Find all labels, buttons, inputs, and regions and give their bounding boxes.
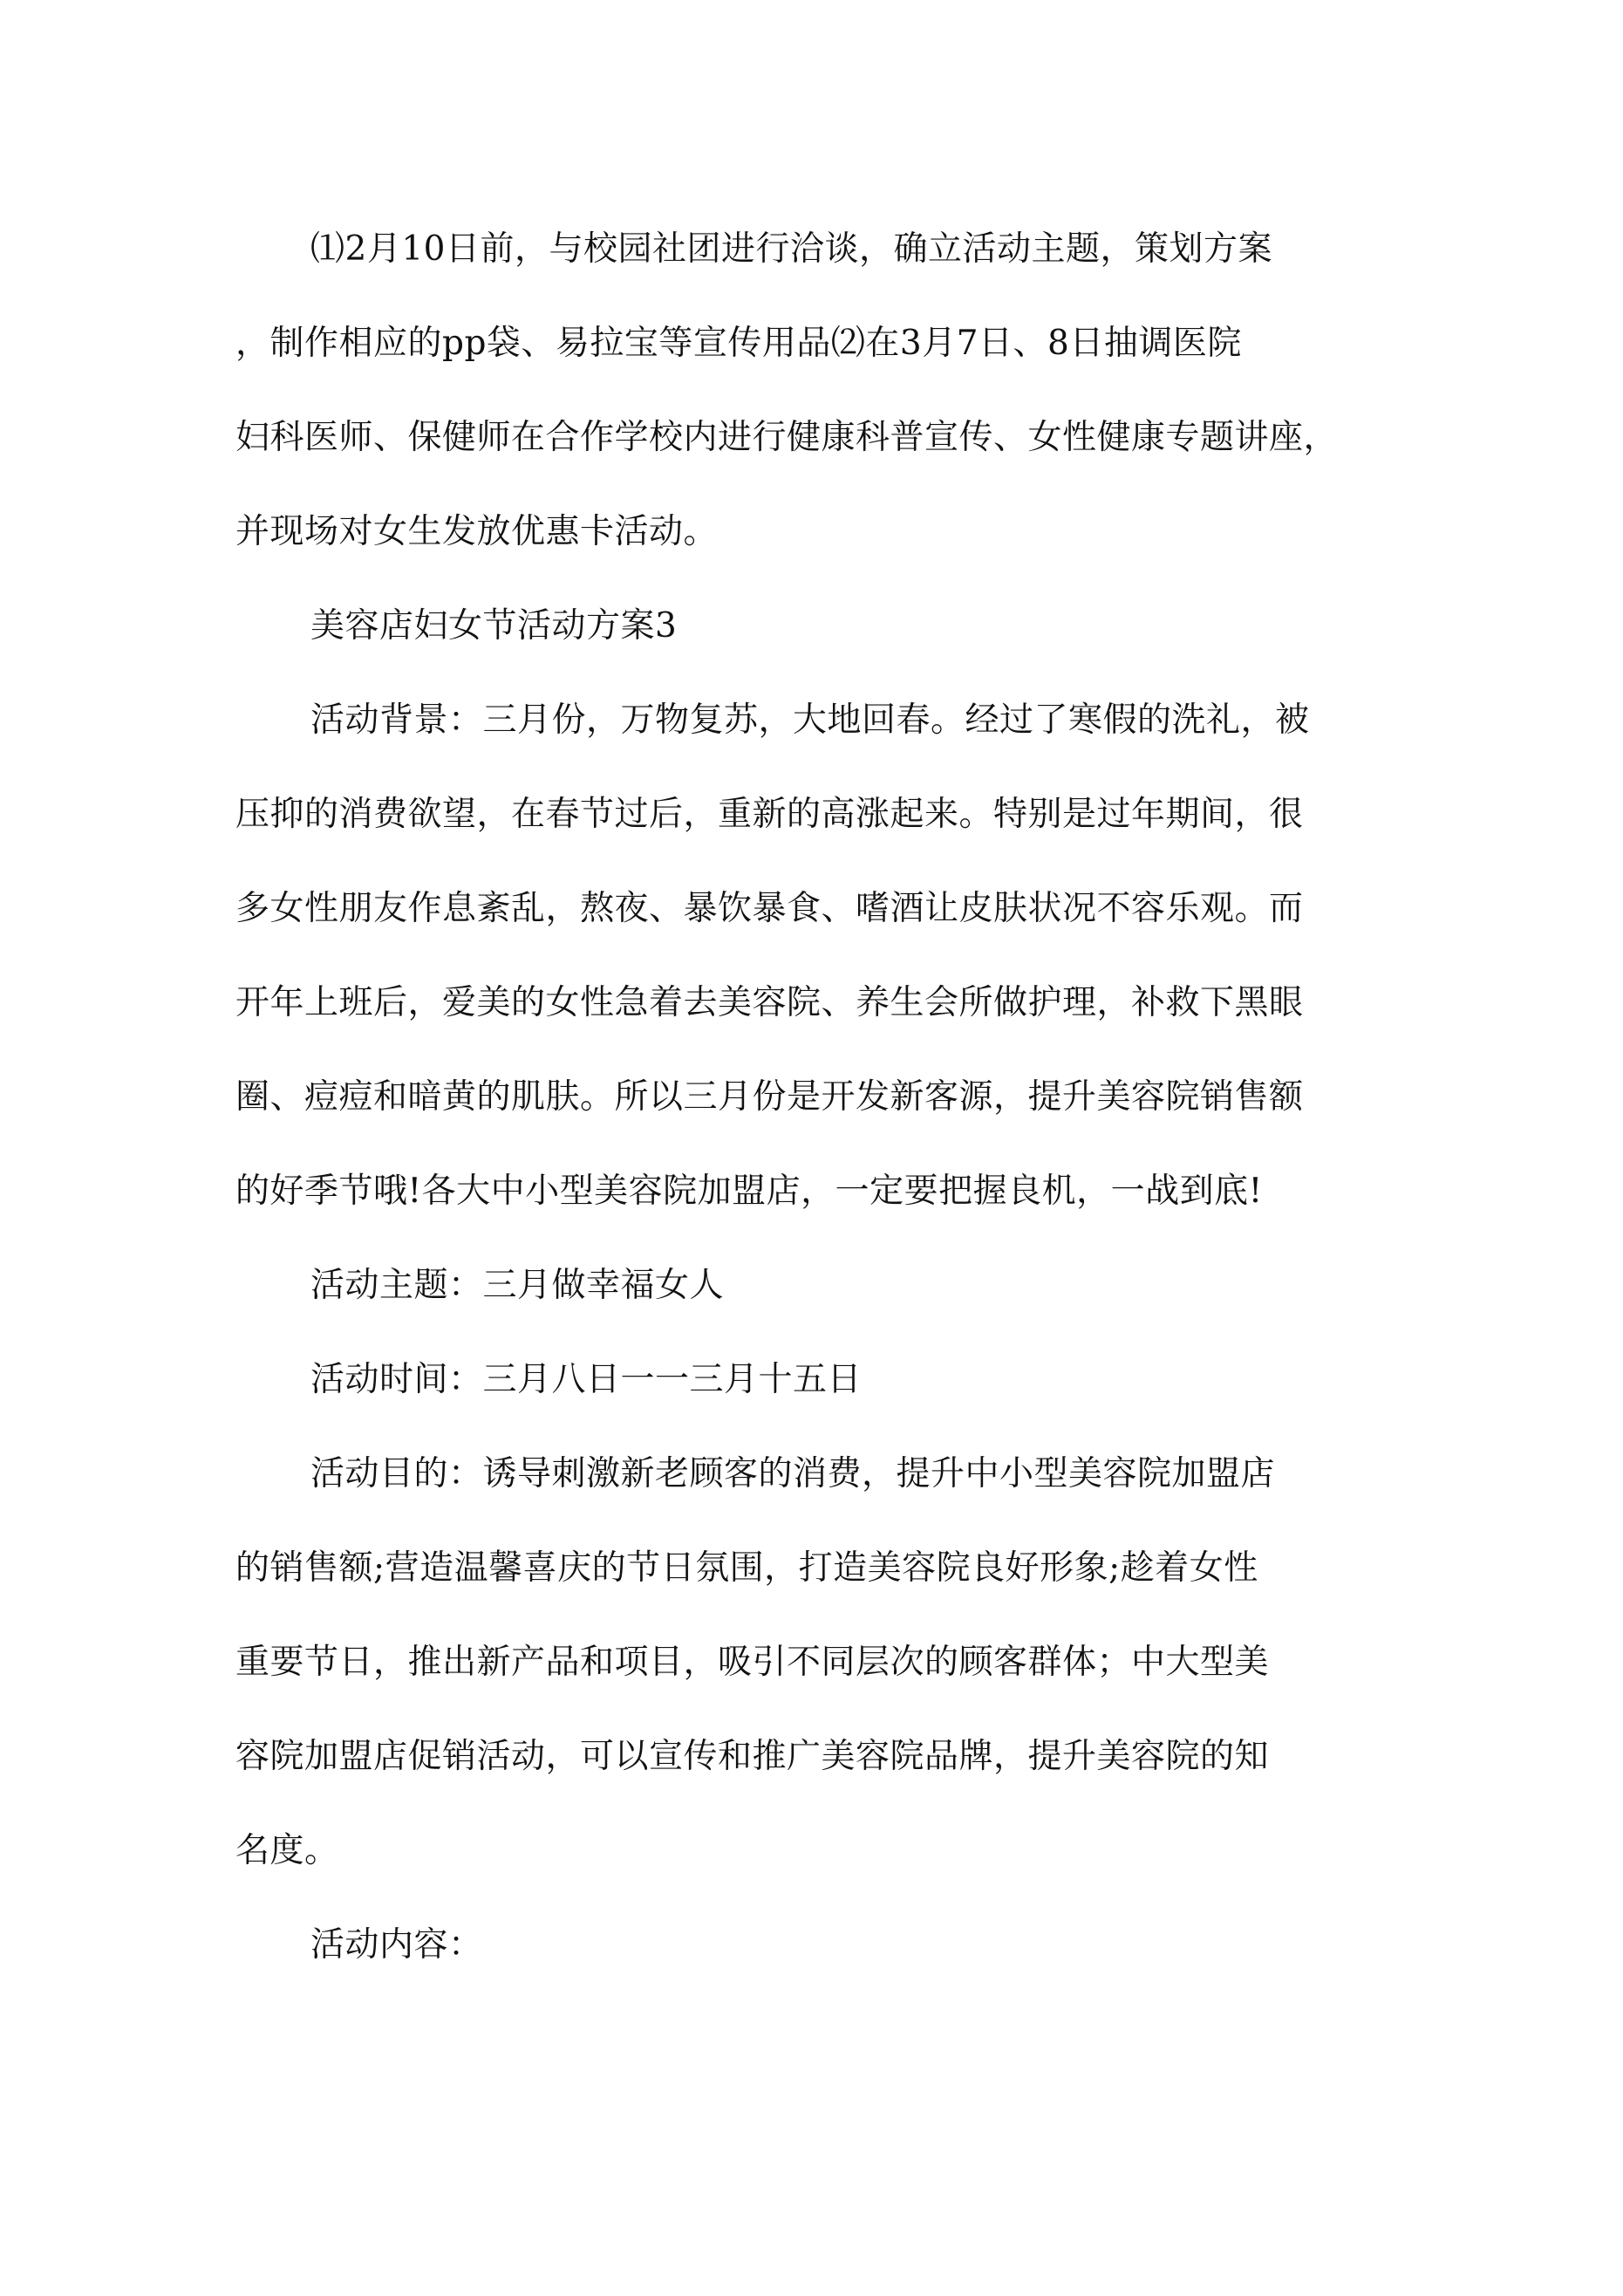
text-line: 的好季节哦!各大中小型美容院加盟店，一定要把握良机，一战到底! <box>235 1172 1263 1211</box>
text-line: ，制作相应的pp袋、易拉宝等宣传用品⑵在3月7日、8日抽调医院 <box>235 324 1242 363</box>
text-line: 的销售额;营造温馨喜庆的节日氛围，打造美容院良好形象;趁着女性 <box>235 1548 1258 1588</box>
text-line: 重要节日，推出新产品和项目，吸引不同层次的顾客群体；中大型美 <box>235 1643 1270 1682</box>
text-line: 活动内容： <box>310 1925 483 1965</box>
text-line: 活动背景：三月份，万物复苏，大地回春。经过了寒假的洗礼，被 <box>310 700 1310 740</box>
section-heading: 美容店妇女节活动方案3 <box>310 606 678 646</box>
text-line: ⑴2月10日前，与校园社团进行洽谈，确立活动主题，策划方案 <box>310 229 1272 269</box>
text-line: 圈、痘痘和暗黄的肌肤。所以三月份是开发新客源，提升美容院销售额 <box>235 1077 1304 1117</box>
text-line: 活动目的：诱导刺激新老顾客的消费，提升中小型美容院加盟店 <box>310 1454 1276 1493</box>
text-line: 并现场对女生发放优惠卡活动。 <box>235 512 719 551</box>
text-line: 活动时间：三月八日一一三月十五日 <box>310 1360 863 1399</box>
text-line: 名度。 <box>235 1831 339 1870</box>
text-line: 妇科医师、保健师在合作学校内进行健康科普宣传、女性健康专题讲座， <box>235 418 1339 457</box>
text-line: 容院加盟店促销活动，可以宣传和推广美容院品牌，提升美容院的知 <box>235 1737 1270 1776</box>
text-line: 多女性朋友作息紊乱，熬夜、暴饮暴食、嗜酒让皮肤状况不容乐观。而 <box>235 889 1304 928</box>
text-line: 活动主题：三月做幸福女人 <box>310 1266 725 1305</box>
document-body <box>235 202 1404 1992</box>
text-line: 压抑的消费欲望，在春节过后，重新的高涨起来。特别是过年期间，很 <box>235 795 1304 834</box>
text-line: 开年上班后，爱美的女性急着去美容院、养生会所做护理，补救下黑眼 <box>235 983 1304 1022</box>
